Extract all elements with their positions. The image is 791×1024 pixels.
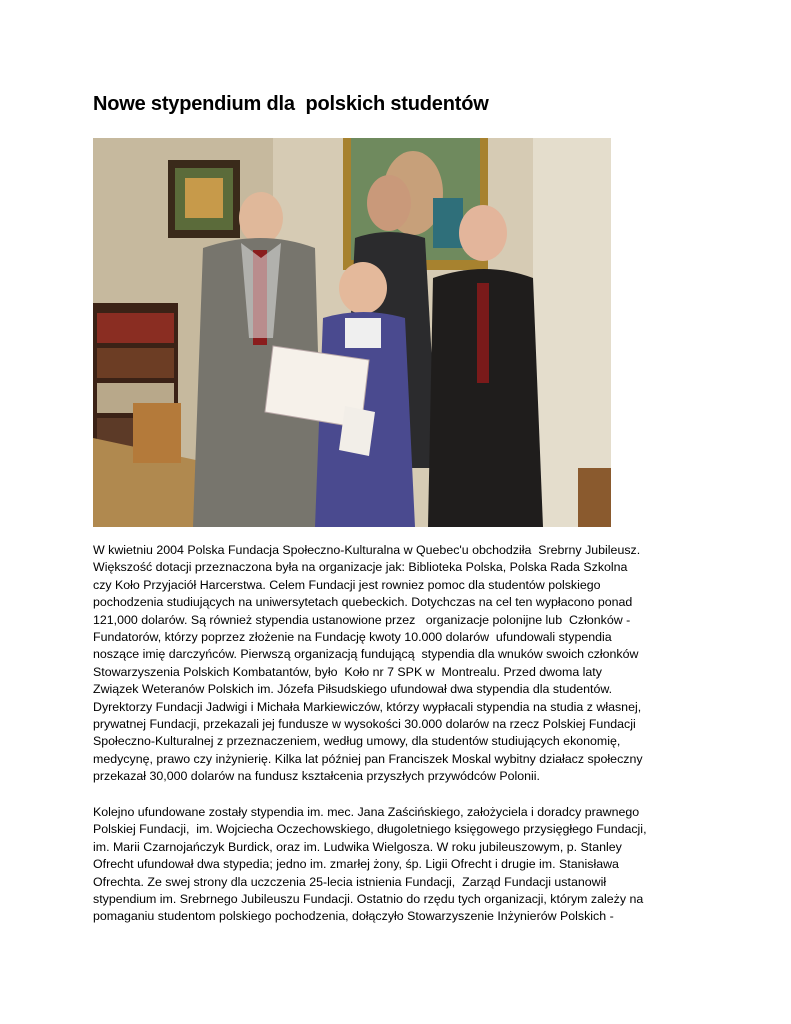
paragraph-line: Fundatorów, którzy poprzez złożenie na Fundację kwoty 10.000 dolarów ufundowali stypendia bbox=[93, 630, 612, 645]
group-photo-image bbox=[93, 138, 611, 527]
paragraph-line: Ofrecht ufundował dwa stypedia; jedno im. zmarłej żony, śp. Ligii Ofrecht i drugie im. Stanisława bbox=[93, 857, 619, 872]
paragraph-2 bbox=[93, 804, 703, 926]
paragraph-line: Związek Weteranów Polskich im. Józefa Piłsudskiego ufundował dwa stypendia dla studentów. bbox=[93, 682, 613, 697]
paragraph-line: im. Marii Czarnojańczyk Burdick, oraz im. Ludwika Wielgosza. W roku jubileuszowym, p. Stanley bbox=[93, 839, 622, 854]
paragraph-line: Większość dotacji przeznaczona była na organizacje jak: Biblioteka Polska, Polska Rada Szkolna bbox=[93, 560, 628, 575]
paragraph-1 bbox=[93, 542, 703, 786]
paragraph-line: Stowarzyszenia Polskich Kombatantów, było Koło nr 7 SPK w Montrealu. Przed dwoma laty bbox=[93, 664, 602, 679]
paragraph-line: medycynę, prawo czy inżynierię. Kilka lat później pan Franciszek Moskal wybitny działacz społeczny bbox=[93, 751, 643, 766]
paragraph-line: Dyrektorzy Fundacji Jadwigi i Michała Markiewiczów, którzy wypłacali stypendia na studia z własnej, bbox=[93, 699, 642, 714]
paragraph-line: stypendium im. Srebrnego Jubileuszu Fundacji. Ostatnio do rzędu tych organizacji, którym zależy na bbox=[93, 892, 644, 907]
paragraph-line: przekazał 30,000 dolarów na fundusz kształcenia przyszłych przywódców Polonii. bbox=[93, 769, 540, 784]
group-photo bbox=[93, 138, 611, 527]
paragraph-line: prywatnej Fundacji, przekazali jej fundusze w wysokości 30.000 dolarów na rzecz Polskiej Fundacji bbox=[93, 717, 636, 732]
paragraph-line: Społeczno-Kulturalnej z przeznaczeniem, według umowy, dla studentów studiujących ekonomię, bbox=[93, 734, 621, 749]
paragraph-line: noszące imię darczyńców. Pierwszą organizacją fundującą stypendia dla wnuków swoich członków bbox=[93, 647, 639, 662]
paragraph-line: pochodzenia studiujących na uniwersytetach quebeckich. Dotychczas na cel ten wypłacono ponad bbox=[93, 595, 633, 610]
paragraph-line: W kwietniu 2004 Polska Fundacja Społeczno-Kulturalna w Quebec'u obchodziła Srebrny Jubileusz. bbox=[93, 543, 641, 557]
paragraph-line: czy Koło Przyjaciół Harcerstwa. Celem Fundacji jest rowniez pomoc dla studentów polskiego bbox=[93, 577, 601, 592]
page-title: Nowe stypendium dla polskich studentów bbox=[93, 93, 489, 115]
paragraph-line: Ofrechta. Ze swej strony dla uczczenia 25-lecia istnienia Fundacji, Zarząd Fundacji ustanowił bbox=[93, 874, 607, 889]
paragraph-line: 121,000 dolarów. Są również stypendia ustanowione przez organizacje polonijne lub Członków - bbox=[93, 612, 631, 627]
paragraph-line: Polskiej Fundacji, im. Wojciecha Oczechowskiego, długoletniego księgowego przysięgłego Fundacji, bbox=[93, 822, 647, 837]
paragraph-line: pomaganiu studentom polskiego pochodzenia, dołączyło Stowarzyszenie Inżynierów Polskich - bbox=[93, 909, 614, 924]
paragraph-line: Kolejno ufundowane zostały stypendia im. mec. Jana Zaścińskiego, założyciela i doradcy prawnego bbox=[93, 805, 640, 819]
